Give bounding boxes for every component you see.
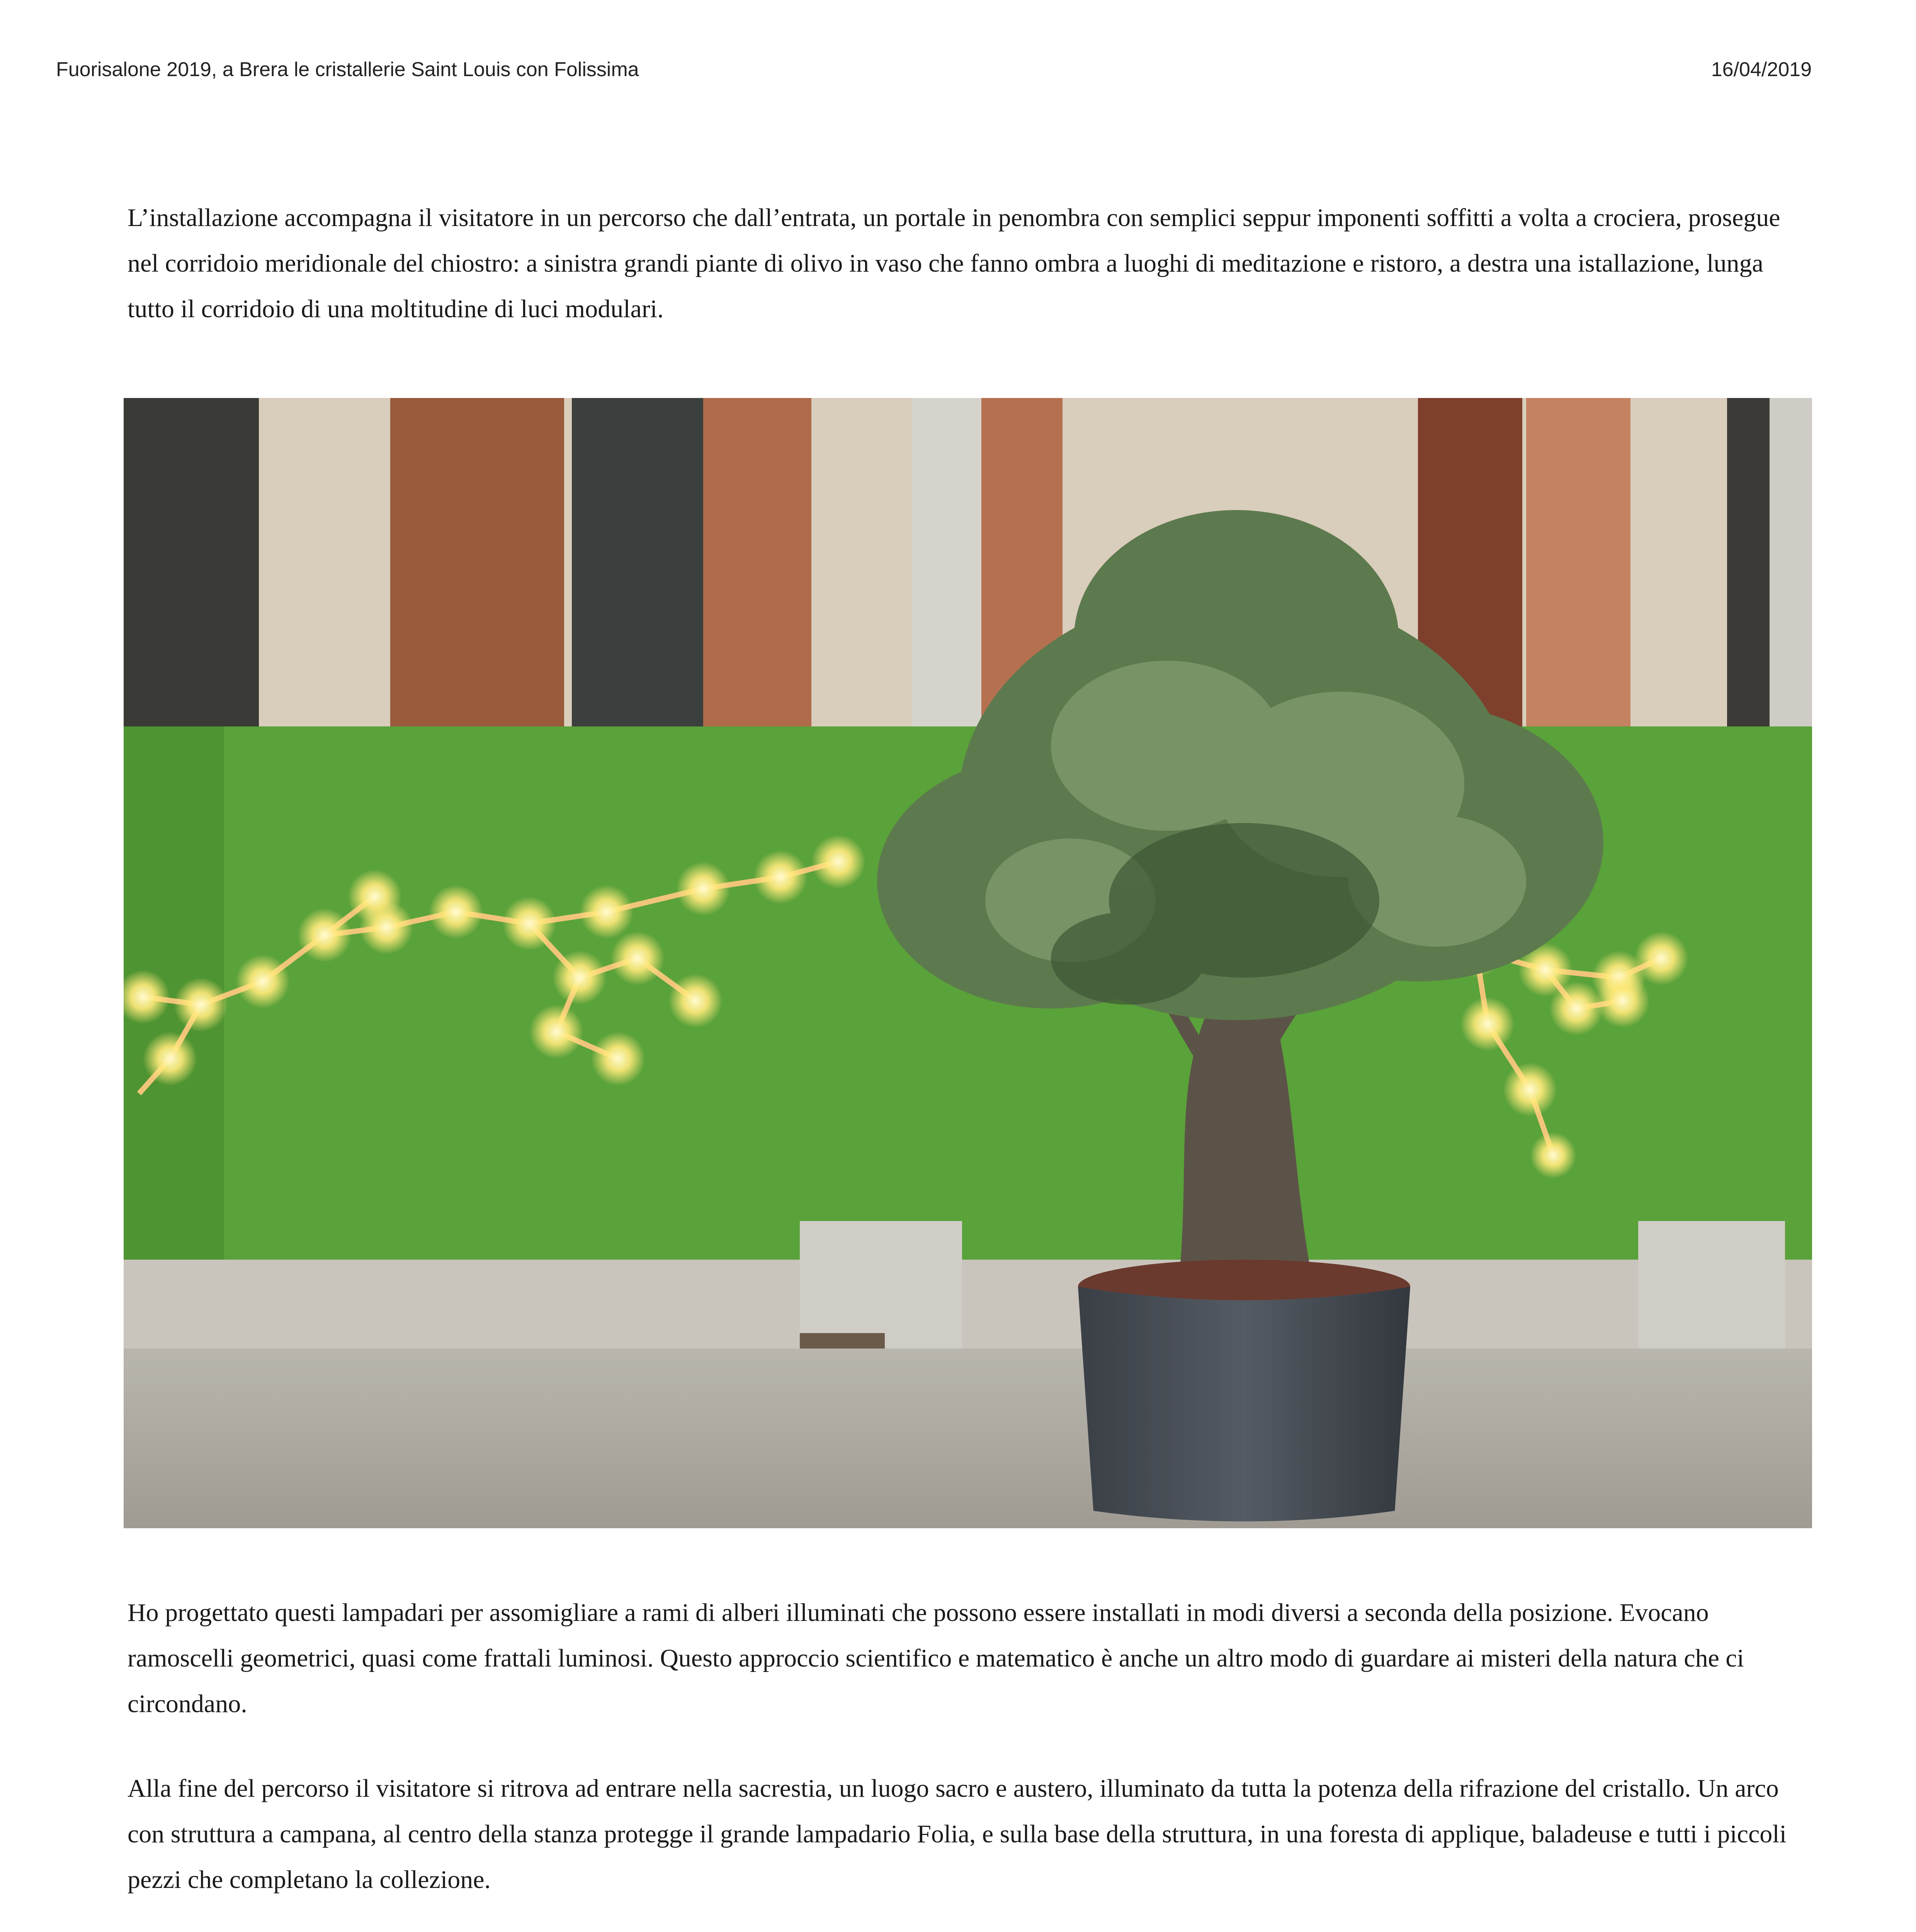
designer-quote-paragraph: Ho progettato questi lampadari per assomigliare a rami di alberi illuminati che possono essere installati in modi diversi a seconda della posizione. Evocano ramoscelli geometrici, quasi come frattali luminosi. Questo approccio scientifico e matematico è anche un altro modo di guardare ai misteri della natura che ci circondano.: [128, 1599, 1744, 1718]
olive-tree-installation-image: [124, 398, 1812, 1528]
page-header-date: 16/04/2019: [1711, 58, 1812, 81]
installation-photo: [124, 398, 1812, 1528]
page-header-title: Fuorisalone 2019, a Brera le cristallerie Saint Louis con Folissima: [56, 58, 639, 81]
sacristy-paragraph: Alla fine del percorso il visitatore si ritrova ad entrare nella sacrestia, un luogo sacro e austero, illuminato da tutta la potenza della rifrazione del cristallo. Un arco con struttura a campana, al centro della stanza protegge il grande lampadario Folia, e sulla base della struttura, in una foresta di applique, baladeuse e tutti i piccoli pezzi che completano la collezione.: [128, 1774, 1787, 1894]
intro-paragraph: L’installazione accompagna il visitatore in un percorso che dall’entrata, un portale in penombra con semplici seppur imponenti soffitti a volta a crociera, prosegue nel corridoio meridionale del chiostro: a sinistra grandi piante di olivo in vaso che fanno ombra a luoghi di meditazione e ristoro, a destra una istallazione, lunga tutto il corridoio di una moltitudine di luci modulari.: [128, 204, 1780, 323]
